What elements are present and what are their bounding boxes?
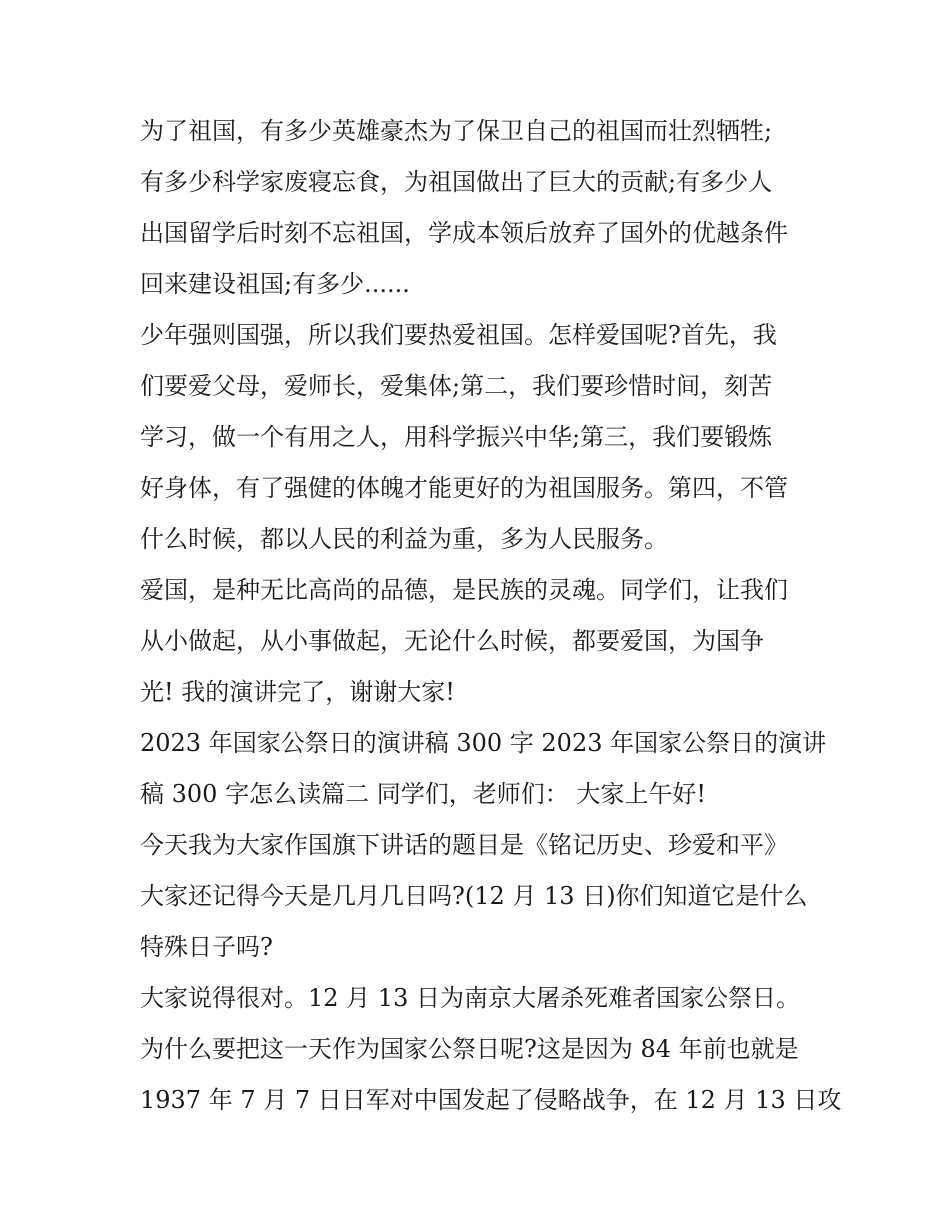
text-line: 回来建设祖国;有多少...... <box>140 270 410 298</box>
text-line: 大家还记得今天是几月几日吗?(12 月 13 日)你们知道它是什么 <box>140 882 808 910</box>
text-line: 从小做起，从小事做起，无论什么时候，都要爱国，为国争 <box>140 627 764 655</box>
text-line: 好身体，有了强健的体魄才能更好的为祖国服务。第四，不管 <box>140 474 788 502</box>
text-line: 为了祖国，有多少英雄豪杰为了保卫自己的祖国而壮烈牺牲; <box>140 117 773 145</box>
text-line: 少年强则国强，所以我们要热爱祖国。怎样爱国呢?首先，我 <box>140 321 777 349</box>
text-line: 学习，做一个有用之人，用科学振兴中华;第三，我们要锻炼 <box>140 423 773 451</box>
text-line: 1937 年 7 月 7 日日军对中国发起了侵略战争，在 12 月 13 日攻 <box>140 1086 842 1114</box>
text-line: 爱国，是种无比高尚的品德，是民族的灵魂。同学们，让我们 <box>140 576 788 604</box>
text-line: 们要爱父母，爱师长，爱集体;第二，我们要珍惜时间，刻苦 <box>140 372 773 400</box>
text-line: 大家说得很对。12 月 13 日为南京大屠杀死难者国家公祭日。 <box>140 984 800 1012</box>
text-line: 2023 年国家公祭日的演讲稿 300 字 2023 年国家公祭日的演讲 <box>140 729 827 757</box>
text-line: 出国留学后时刻不忘祖国，学成本领后放弃了国外的优越条件 <box>140 219 788 247</box>
text-line: 稿 300 字怎么读篇二 同学们，老师们： 大家上午好! <box>140 780 706 808</box>
text-line: 特殊日子吗? <box>140 933 273 961</box>
text-line: 什么时候，都以人民的利益为重，多为人民服务。 <box>140 525 668 553</box>
document-body <box>140 106 842 1126</box>
text-line: 光! 我的演讲完了，谢谢大家! <box>140 678 455 706</box>
text-line: 今天我为大家作国旗下讲话的题目是《铭记历史、珍爱和平》 <box>140 831 788 859</box>
text-line: 为什么要把这一天作为国家公祭日呢?这是因为 84 年前也就是 <box>140 1035 799 1063</box>
text-line: 有多少科学家废寝忘食，为祖国做出了巨大的贡献;有多少人 <box>140 168 773 196</box>
